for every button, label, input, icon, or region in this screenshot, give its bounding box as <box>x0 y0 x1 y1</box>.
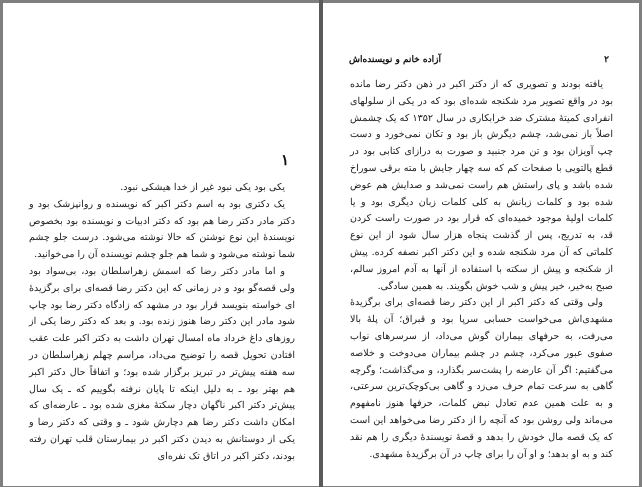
chapter-number: ۱ <box>280 151 289 169</box>
paragraph: ولی وقتی که دکتر اکبر از این دکتر رضا قصه‌ای برای برگزیدهٔ مشهدی‌اش می‌خواست حسابی سرپا بود و قبراق؛ آن پلهٔ بالا می‌رفت، به حرفهای بیماران گوش می‌داد، از سرسرهای نواب صفوی عبور می‌کرد، چشم در چشم بیماران می‌دوخت و خلاصه می‌گفتیم: اگر آن عارضه را پشت‌سر بگذارد، و می‌گذاشت؛ وگرچه گاهی به سرعت تمام حرف می‌زد و گاهی بی‌کوچک‌ترین سرعتی، و به علت همین عدم تعادل نبض کلمات، حرفها هنوز نامفهوم می‌ماند ولی روشن بود که آنچه را از دکتر رضا می‌خواهد این است که یک قصه مال خودش را بدهد و قصهٔ نویسندهٔ دیگری را هم نقد کند و به او بدهد؛ و او آن را برای چاپ در آن برگزیدهٔ مشهدی. <box>350 297 613 460</box>
left-page-body <box>29 180 295 466</box>
paragraph: یک دکتری بود به اسم دکتر اکبر که نویسنده و روانپزشک بود و دکتر مادر دکتر رضا هم بود که دکتر ادبیات و نویسنده بود بخصوص نویسندهٔ این نوع نوشتن که حالا نوشته می‌شود. درست جلو چشم شما نوشته می‌شود و شما هم جلو چشم نویسنده آن را می‌خوانید. <box>29 198 295 261</box>
paragraph: و اما مادر دکتر رضا که اسمش زهراسلطان بود، بی‌سواد بود ولی قصه‌گو بود و در زمانی که این دکتر رضا قصه‌ای برای برگزیدهٔ ای خواسته بنویسد قرار بود در مشهد که زادگاه دکتر رضا بود چاپ شود مادر این دکتر رضا هنوز زنده بود. و بعد که دکتر رضا یکی از روزهای داغ خرداد ماه امسال تهران داشت به دکتر اکبر علت عقب افتادن تحویل قصه را توضیح می‌داد، مراسم چهلم زهراسلطان در سه هفته پیش‌تر در تبریز برگزار شده بود؛ و اتفاقاً حال دکتر اکبر هم بهتر بود ـ به دلیل اینکه تا پایان نرفته بگوییم که ـ یک سال پیش‌تر دکتر اکبر ناگهان دچار سکتهٔ مغزی شده بود ـ عارضه‌ای که امکان داشت دکتر رضا هم دچارش شود ـ و وقتی که دکتر رضا و یکی از دوستانش به دیدن دکتر اکبر در بیمارستان قلب تهران رفته بودند، دکتر اکبر در اتاق تک نفره‌ای <box>29 265 295 462</box>
left-page <box>3 3 319 486</box>
running-head: آزاده خانم و نویسنده‌اش <box>349 55 441 65</box>
paragraph: یافته بودند و تصویری که از دکتر اکبر در ذهن دکتر رضا مانده بود در واقع تصویر مرد شکنجه شده‌ای بود که در یکی از سلولهای انفرادی کمیتهٔ مشترک ضد خرابکاری در سال ۱۳۵۲ که یک چشمش اصلاً باز نمی‌شد، چشم دیگرش باز بود و تکان نمی‌خورد و دست چپ آویزان بود و تن مرد جنبید و صورت به درازای کتابی بود در قطع پالتویی با صفحات کم که سه چهار جایش با مته برقی سوراخ شده باشد و پای راستش هم راست نمی‌شد و صدایش هم عوض شده بود و کلمات زبانش به کلی کلمات زبان دیگری بود و یا کلمات اولیهٔ موجود خمیده‌ای که قرار بود در صورت راست کردن قد، به تدریج، پس از گذشت پنجاه هزار سال شود از این نوع کلماتی که آن مرد شکنجه شده و این دکتر اکبر نصفه کرده. پیش از شکنجه و پیش از سکته با استفاده از آنها به آدم امروز سالم، صبح به‌خیر، خیر پیش و شب خوش بگویند. به همین سادگی. <box>350 79 613 292</box>
right-page-body <box>350 77 613 463</box>
page-number: ۲ <box>604 55 609 65</box>
right-page <box>323 3 639 486</box>
paragraph: یکی بود یکی نبود غیر از خدا هیشکی نبود. <box>120 182 285 193</box>
